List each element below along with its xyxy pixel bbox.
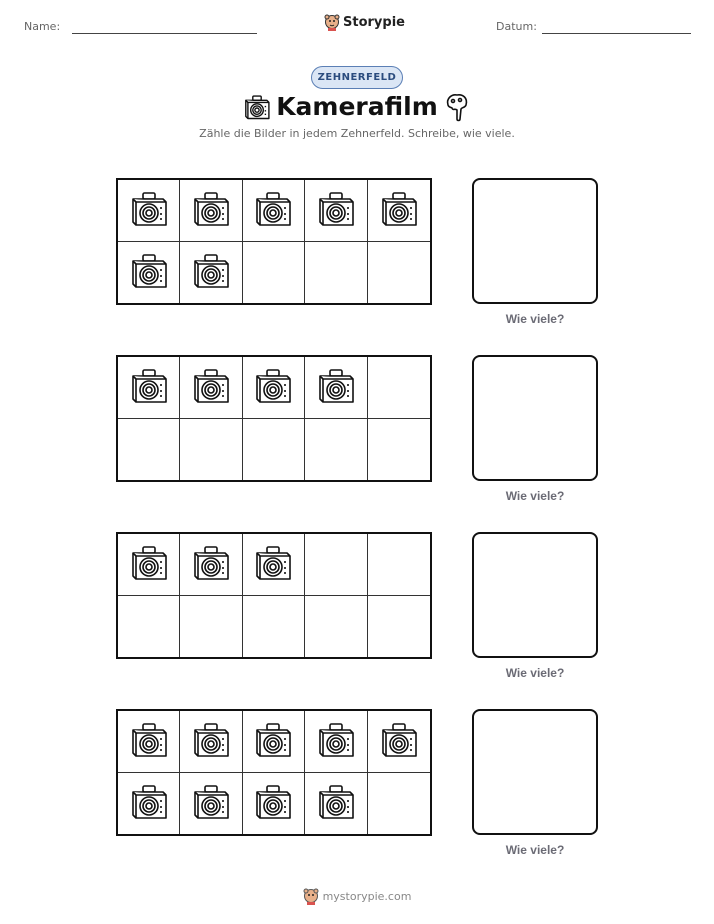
ten-frame-cell — [243, 596, 305, 658]
camera-icon — [316, 721, 356, 761]
camera-icon — [129, 190, 169, 230]
ten-frame-cell — [368, 419, 430, 481]
camera-icon — [316, 783, 356, 823]
instructions: Zähle die Bilder in jedem Zehnerfeld. Schreibe, wie viele. — [199, 127, 515, 140]
ten-frame — [116, 355, 432, 482]
brand-logo — [324, 13, 405, 31]
ten-frame-cell — [243, 534, 305, 596]
camera-icon — [129, 544, 169, 584]
ten-frame-cell — [180, 180, 242, 242]
answer-box[interactable] — [472, 355, 598, 481]
footer-url: mystorypie.com — [322, 889, 412, 903]
camera-icon — [316, 190, 356, 230]
camera-icon — [253, 544, 293, 584]
ten-frame — [116, 178, 432, 305]
ten-frame-cell — [180, 596, 242, 658]
ten-frame-cell — [305, 773, 367, 835]
answer-prompt: Wie viele? — [505, 489, 565, 503]
name-label: Name: — [24, 20, 61, 33]
camera-icon — [316, 367, 356, 407]
camera-icon — [191, 190, 231, 230]
answer-prompt: Wie viele? — [505, 666, 565, 680]
ten-frame-cell — [118, 534, 180, 596]
camera-icon — [191, 721, 231, 761]
answer-prompt: Wie viele? — [505, 312, 565, 326]
ten-frame-cell — [305, 534, 367, 596]
ten-frame-cell — [243, 773, 305, 835]
ten-frame-cell — [368, 711, 430, 773]
camera-icon — [379, 721, 419, 761]
footer-mascot-icon — [303, 887, 319, 905]
camera-icon — [253, 367, 293, 407]
ten-frame-cell — [305, 596, 367, 658]
title-film-drip-icon — [444, 93, 470, 123]
ten-frame-cell — [243, 180, 305, 242]
date-line[interactable] — [542, 33, 691, 34]
ten-frame — [116, 532, 432, 659]
ten-frame-cell — [243, 419, 305, 481]
ten-frame-cell — [180, 711, 242, 773]
ten-frame-cell — [118, 357, 180, 419]
ten-frame-cell — [368, 180, 430, 242]
camera-icon — [379, 190, 419, 230]
ten-frame — [116, 709, 432, 836]
camera-icon — [129, 252, 169, 292]
camera-icon — [129, 783, 169, 823]
camera-icon — [129, 367, 169, 407]
ten-frame-cell — [305, 180, 367, 242]
ten-frame-cell — [180, 773, 242, 835]
ten-frame-cell — [243, 357, 305, 419]
ten-frame-cell — [368, 242, 430, 304]
category-badge: ZEHNERFELD — [311, 66, 403, 89]
camera-icon — [129, 721, 169, 761]
ten-frame-cell — [305, 242, 367, 304]
ten-frame-cell — [118, 773, 180, 835]
footer — [0, 887, 714, 905]
ten-frame-cell — [368, 596, 430, 658]
ten-frame-cell — [305, 419, 367, 481]
ten-frame-cell — [118, 596, 180, 658]
answer-box[interactable] — [472, 178, 598, 304]
storypie-mascot-icon — [324, 13, 340, 31]
ten-frame-cell — [118, 180, 180, 242]
ten-frame-cell — [118, 711, 180, 773]
ten-frame-cell — [180, 419, 242, 481]
brand-name: Storypie — [343, 14, 405, 30]
camera-icon — [191, 783, 231, 823]
camera-icon — [191, 252, 231, 292]
ten-frame-cell — [180, 534, 242, 596]
answer-prompt: Wie viele? — [505, 843, 565, 857]
ten-frame-cell — [180, 242, 242, 304]
name-line[interactable] — [72, 33, 257, 34]
camera-icon — [253, 190, 293, 230]
camera-icon — [191, 544, 231, 584]
ten-frame-cell — [368, 357, 430, 419]
ten-frame-cell — [243, 711, 305, 773]
page-title: Kamerafilm — [276, 92, 438, 121]
ten-frame-cell — [368, 773, 430, 835]
ten-frame-cell — [180, 357, 242, 419]
ten-frame-cell — [118, 419, 180, 481]
camera-icon — [253, 721, 293, 761]
ten-frame-cell — [118, 242, 180, 304]
date-label: Datum: — [496, 20, 537, 33]
ten-frame-cell — [305, 711, 367, 773]
ten-frame-cell — [368, 534, 430, 596]
ten-frame-cell — [305, 357, 367, 419]
ten-frame-cell — [243, 242, 305, 304]
camera-icon — [253, 783, 293, 823]
answer-box[interactable] — [472, 709, 598, 835]
answer-box[interactable] — [472, 532, 598, 658]
camera-icon — [191, 367, 231, 407]
